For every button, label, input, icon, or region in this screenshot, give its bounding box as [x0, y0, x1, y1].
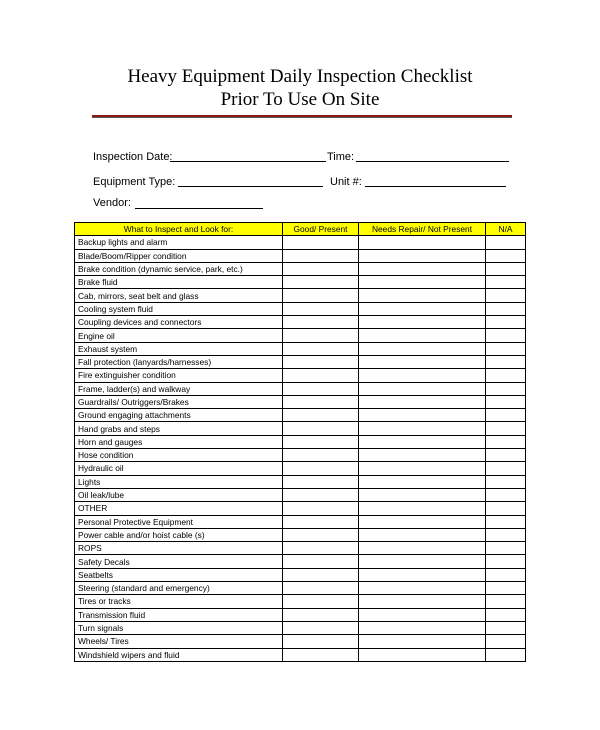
table-row: [75, 249, 526, 262]
needs-repair-cell[interactable]: [359, 608, 486, 621]
inspect-item-label: Brake fluid: [75, 276, 283, 289]
inspect-item-label: Power cable and/or hoist cable (s): [75, 528, 283, 541]
na-cell[interactable]: [486, 382, 526, 395]
needs-repair-cell[interactable]: [359, 276, 486, 289]
na-cell[interactable]: [486, 595, 526, 608]
inspect-item-label: Backup lights and alarm: [75, 236, 283, 249]
na-cell[interactable]: [486, 262, 526, 275]
table-row: [75, 515, 526, 528]
good-present-cell[interactable]: [283, 409, 359, 422]
na-cell[interactable]: [486, 568, 526, 581]
inspect-item-label: Coupling devices and connectors: [75, 316, 283, 329]
table-row: [75, 475, 526, 488]
good-present-cell[interactable]: [283, 608, 359, 621]
na-cell[interactable]: [486, 582, 526, 595]
needs-repair-cell[interactable]: [359, 302, 486, 315]
document-title-line-2: Prior To Use On Site: [220, 89, 380, 110]
table-row: [75, 236, 526, 249]
table-row: [75, 502, 526, 515]
na-cell[interactable]: [486, 276, 526, 289]
needs-repair-cell[interactable]: [359, 369, 486, 382]
table-row: [75, 342, 526, 355]
column-header-needs-repair: Needs Repair/ Not Present: [359, 223, 486, 236]
needs-repair-cell[interactable]: [359, 515, 486, 528]
needs-repair-cell[interactable]: [359, 648, 486, 661]
table-row: [75, 289, 526, 302]
unit-label: Unit #:: [330, 176, 362, 188]
na-cell[interactable]: [486, 435, 526, 448]
good-present-cell[interactable]: [283, 555, 359, 568]
inspect-item-label: Ground engaging attachments: [75, 409, 283, 422]
good-present-cell[interactable]: [283, 302, 359, 315]
table-row: [75, 329, 526, 342]
needs-repair-cell[interactable]: [359, 542, 486, 555]
table-row: [75, 528, 526, 541]
na-cell[interactable]: [486, 289, 526, 302]
vendor-field[interactable]: [135, 208, 263, 209]
good-present-cell[interactable]: [283, 382, 359, 395]
table-row: [75, 608, 526, 621]
na-cell[interactable]: [486, 621, 526, 634]
na-cell[interactable]: [486, 422, 526, 435]
needs-repair-cell[interactable]: [359, 329, 486, 342]
needs-repair-cell[interactable]: [359, 555, 486, 568]
title-divider: [92, 115, 512, 118]
inspect-item-label: Transmission fluid: [75, 608, 283, 621]
table-row: [75, 555, 526, 568]
inspect-item-label: Fire extinguisher condition: [75, 369, 283, 382]
na-cell[interactable]: [486, 409, 526, 422]
na-cell[interactable]: [486, 342, 526, 355]
needs-repair-cell[interactable]: [359, 621, 486, 634]
time-label: Time:: [327, 151, 355, 163]
inspect-item-label: Oil leak/lube: [75, 488, 283, 501]
inspection-checklist-table: [74, 222, 526, 662]
good-present-cell[interactable]: [283, 236, 359, 249]
needs-repair-cell[interactable]: [359, 409, 486, 422]
inspection-date-label: Inspection Date:: [93, 151, 173, 163]
table-row: [75, 422, 526, 435]
na-cell[interactable]: [486, 449, 526, 462]
inspect-item-label: Windshield wipers and fluid: [75, 648, 283, 661]
na-cell[interactable]: [486, 488, 526, 501]
good-present-cell[interactable]: [283, 289, 359, 302]
needs-repair-cell[interactable]: [359, 395, 486, 408]
table-row: [75, 582, 526, 595]
table-row: [75, 621, 526, 634]
na-cell[interactable]: [486, 316, 526, 329]
good-present-cell[interactable]: [283, 648, 359, 661]
inspect-item-label: Exhaust system: [75, 342, 283, 355]
good-present-cell[interactable]: [283, 595, 359, 608]
table-row: [75, 316, 526, 329]
inspect-item-label: Turn signals: [75, 621, 283, 634]
equipment-type-label: Equipment Type:: [93, 176, 176, 188]
table-row: [75, 648, 526, 661]
inspect-item-label: Cooling system fluid: [75, 302, 283, 315]
good-present-cell[interactable]: [283, 502, 359, 515]
needs-repair-cell[interactable]: [359, 462, 486, 475]
good-present-cell[interactable]: [283, 369, 359, 382]
column-header-na: N/A: [486, 223, 526, 236]
table-row: [75, 542, 526, 555]
needs-repair-cell[interactable]: [359, 595, 486, 608]
inspect-item-label: Lights: [75, 475, 283, 488]
inspect-item-label: Hose condition: [75, 449, 283, 462]
inspect-item-label: Brake condition (dynamic service, park, etc.): [75, 262, 283, 275]
table-row: [75, 262, 526, 275]
good-present-cell[interactable]: [283, 395, 359, 408]
inspect-item-label: Guardrails/ Outriggers/Brakes: [75, 395, 283, 408]
table-row: [75, 302, 526, 315]
table-row: [75, 382, 526, 395]
good-present-cell[interactable]: [283, 542, 359, 555]
inspection-date-field[interactable]: [170, 161, 326, 162]
needs-repair-cell[interactable]: [359, 236, 486, 249]
good-present-cell[interactable]: [283, 422, 359, 435]
column-header-good-present: Good/ Present: [283, 223, 359, 236]
good-present-cell[interactable]: [283, 475, 359, 488]
good-present-cell[interactable]: [283, 635, 359, 648]
na-cell[interactable]: [486, 475, 526, 488]
good-present-cell[interactable]: [283, 462, 359, 475]
good-present-cell[interactable]: [283, 528, 359, 541]
table-row: [75, 449, 526, 462]
na-cell[interactable]: [486, 635, 526, 648]
na-cell[interactable]: [486, 648, 526, 661]
unit-number-field[interactable]: [365, 186, 506, 187]
good-present-cell[interactable]: [283, 342, 359, 355]
inspect-item-label: ROPS: [75, 542, 283, 555]
na-cell[interactable]: [486, 502, 526, 515]
needs-repair-cell[interactable]: [359, 355, 486, 368]
needs-repair-cell[interactable]: [359, 435, 486, 448]
table-row: [75, 395, 526, 408]
inspect-item-label: Tires or tracks: [75, 595, 283, 608]
column-header-inspect-item: What to Inspect and Look for:: [75, 223, 283, 236]
good-present-cell[interactable]: [283, 582, 359, 595]
inspect-item-label: Cab, mirrors, seat belt and glass: [75, 289, 283, 302]
table-row: [75, 635, 526, 648]
inspect-item-label: Seatbelts: [75, 568, 283, 581]
inspect-item-label: OTHER: [75, 502, 283, 515]
good-present-cell[interactable]: [283, 249, 359, 262]
na-cell[interactable]: [486, 555, 526, 568]
good-present-cell[interactable]: [283, 449, 359, 462]
table-row: [75, 595, 526, 608]
good-present-cell[interactable]: [283, 621, 359, 634]
inspect-item-label: Fall protection (lanyards/harnesses): [75, 355, 283, 368]
needs-repair-cell[interactable]: [359, 422, 486, 435]
needs-repair-cell[interactable]: [359, 262, 486, 275]
table-row: [75, 355, 526, 368]
inspect-item-label: Frame, ladder(s) and walkway: [75, 382, 283, 395]
good-present-cell[interactable]: [283, 355, 359, 368]
needs-repair-cell[interactable]: [359, 449, 486, 462]
needs-repair-cell[interactable]: [359, 316, 486, 329]
needs-repair-cell[interactable]: [359, 475, 486, 488]
inspect-item-label: Horn and gauges: [75, 435, 283, 448]
table-row: [75, 409, 526, 422]
good-present-cell[interactable]: [283, 515, 359, 528]
na-cell[interactable]: [486, 528, 526, 541]
na-cell[interactable]: [486, 395, 526, 408]
needs-repair-cell[interactable]: [359, 249, 486, 262]
good-present-cell[interactable]: [283, 488, 359, 501]
na-cell[interactable]: [486, 302, 526, 315]
na-cell[interactable]: [486, 369, 526, 382]
needs-repair-cell[interactable]: [359, 582, 486, 595]
needs-repair-cell[interactable]: [359, 568, 486, 581]
inspect-item-label: Wheels/ Tires: [75, 635, 283, 648]
na-cell[interactable]: [486, 462, 526, 475]
needs-repair-cell[interactable]: [359, 488, 486, 501]
needs-repair-cell[interactable]: [359, 382, 486, 395]
na-cell[interactable]: [486, 608, 526, 621]
document-title-line-1: Heavy Equipment Daily Inspection Checklist: [127, 66, 473, 87]
na-cell[interactable]: [486, 249, 526, 262]
vendor-label: Vendor:: [93, 197, 131, 209]
table-row: [75, 488, 526, 501]
needs-repair-cell[interactable]: [359, 502, 486, 515]
needs-repair-cell[interactable]: [359, 289, 486, 302]
na-cell[interactable]: [486, 355, 526, 368]
good-present-cell[interactable]: [283, 329, 359, 342]
inspect-item-label: Engine oil: [75, 329, 283, 342]
needs-repair-cell[interactable]: [359, 635, 486, 648]
time-field[interactable]: [356, 161, 509, 162]
na-cell[interactable]: [486, 542, 526, 555]
good-present-cell[interactable]: [283, 435, 359, 448]
good-present-cell[interactable]: [283, 262, 359, 275]
table-row: [75, 276, 526, 289]
inspect-item-label: Safety Decals: [75, 555, 283, 568]
inspect-item-label: Hand grabs and steps: [75, 422, 283, 435]
table-row: [75, 369, 526, 382]
good-present-cell[interactable]: [283, 316, 359, 329]
equipment-type-field[interactable]: [178, 186, 323, 187]
na-cell[interactable]: [486, 236, 526, 249]
inspect-item-label: Blade/Boom/Ripper condition: [75, 249, 283, 262]
needs-repair-cell[interactable]: [359, 342, 486, 355]
needs-repair-cell[interactable]: [359, 528, 486, 541]
good-present-cell[interactable]: [283, 276, 359, 289]
table-header-row: [75, 223, 526, 236]
inspect-item-label: Steering (standard and emergency): [75, 582, 283, 595]
na-cell[interactable]: [486, 329, 526, 342]
table-row: [75, 462, 526, 475]
inspect-item-label: Hydraulic oil: [75, 462, 283, 475]
good-present-cell[interactable]: [283, 568, 359, 581]
inspect-item-label: Personal Protective Equipment: [75, 515, 283, 528]
na-cell[interactable]: [486, 515, 526, 528]
table-row: [75, 435, 526, 448]
table-row: [75, 568, 526, 581]
